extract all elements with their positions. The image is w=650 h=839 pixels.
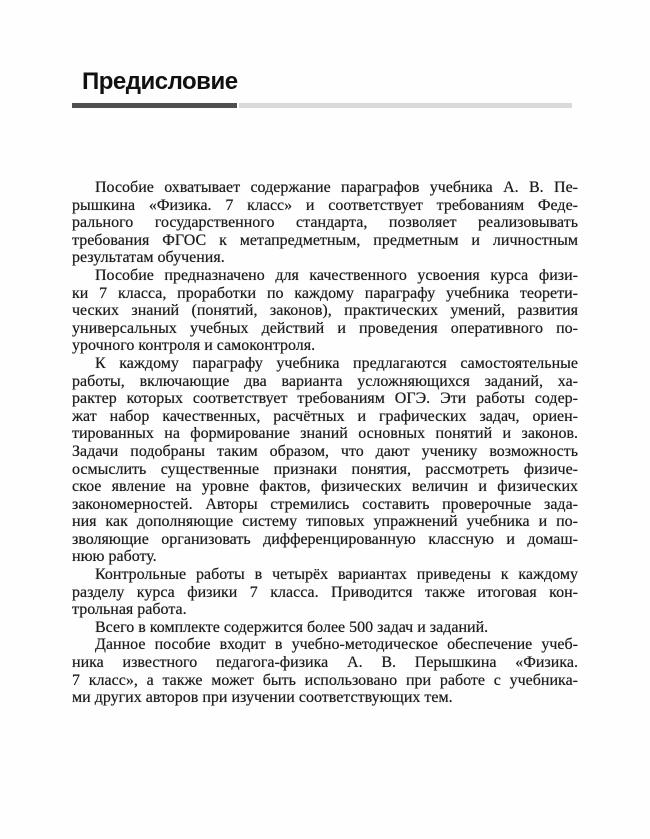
text-line: зволяющие организовать дифференцированную классную и домаш- [72,530,578,548]
text-line: осмыслить существенные признаки понятия, рассмотреть физиче- [72,460,578,478]
page-title: Предисловие [82,68,238,95]
text-line: Данное пособие входит в учебно-методическое обеспечение учеб- [95,636,578,654]
text-line: 7 класс», а также может быть использовано при работе с учебника- [72,671,578,689]
text-line: ми других авторов при изучении соответствующих тем. [72,689,453,707]
text-line: рактер которых соответствует требованиям ОГЭ. Эти работы содер- [72,390,578,408]
text-line: рального государственного стандарта, позволяет реализовывать [72,214,578,232]
text-line: Всего в комплекте содержится более 500 задач и заданий. [95,618,489,636]
paragraph [72,566,578,619]
text-line: К каждому параграфу учебника предлагаются самостоятельные [95,354,578,372]
text-line: закономерностей. Авторы стремились составить проверочные зада- [72,495,578,513]
text-line: ния как дополняющие систему типовых упражнений учебника и по- [72,513,578,531]
text-line: Пособие предназначено для качественного усвоения курса физи- [95,266,578,284]
title-rule-light-segment [239,103,572,108]
preface-text [72,179,578,707]
paragraph [72,619,578,637]
text-line: Задачи подобраны таким образом, что дают ученику возможность [72,442,578,460]
text-line: ческих знаний (понятий, законов), практических умений, развития [72,302,578,320]
text-line: трольная работа. [72,601,187,619]
text-line: Контрольные работы в четырёх вариантах приведены к каждому [95,566,578,584]
text-line: результатам обучения. [72,249,225,267]
text-line: ское явление на уровне фактов, физических величин и физических [72,478,578,496]
text-line: ки 7 класса, проработки по каждому параграфу учебника теорети- [72,284,578,302]
text-line: жат набор качественных, расчётных и графических задач, ориен- [72,407,578,425]
text-line: работы, включающие два варианта усложняющихся заданий, ха- [72,372,578,390]
text-line: ника известного педагога-физика А. В. Перышкина «Физика. [72,654,578,672]
paragraph [72,179,578,267]
paragraph [72,636,578,706]
text-line: Пособие охватывает содержание параграфов учебника А. В. Пе- [95,179,578,196]
paragraph [72,267,578,355]
text-line: универсальных учебных действий и проведения оперативного по- [72,319,578,337]
text-line: урочного контроля и самоконтроля. [72,337,316,355]
title-rule-dark-segment [72,103,237,108]
paragraph [72,355,578,566]
text-line: рышкина «Физика. 7 класс» и соответствует требованиям Феде- [72,196,578,214]
text-line: нюю работу. [72,548,157,566]
text-line: требования ФГОС к метапредметным, предметным и личностным [72,231,578,249]
text-line: тированных на формирование знаний основных понятий и законов. [72,425,578,443]
title-rule [72,103,572,108]
text-line: разделу курса физики 7 класса. Приводится также итоговая кон- [72,583,578,601]
